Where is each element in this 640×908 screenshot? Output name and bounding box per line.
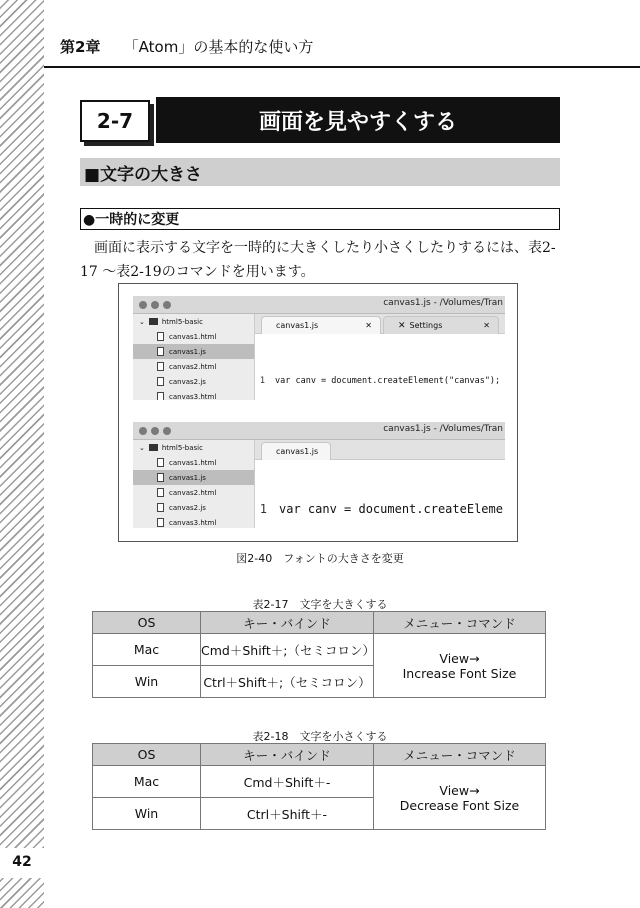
file-icon: [157, 518, 164, 527]
header-rule: [44, 66, 640, 68]
table-header: OS: [93, 612, 201, 634]
menu-command-cell: [374, 634, 546, 698]
table2: [92, 743, 546, 830]
folder-icon: [149, 318, 158, 325]
file-label: canvas2.js: [169, 377, 206, 386]
file-icon: [157, 362, 164, 371]
table-cell: Mac: [93, 634, 201, 666]
tab-bar: [255, 440, 505, 460]
chapter-label: 第2章: [60, 38, 101, 56]
body-paragraph: 画面に表示する文字を一時的に大きくしたり小さくしたりするには、表2-17 〜表2-19のコマンドを用います。: [80, 240, 556, 280]
menu-command-line2: Increase Font Size: [402, 665, 517, 681]
table-cell: Ctrl＋Shift＋;（セミコロン）: [201, 666, 374, 698]
table-header: メニュー・コマンド: [374, 612, 546, 634]
tab-canvas1-js: [261, 442, 331, 460]
chapter-title: 「Atom」の基本的な使い方: [123, 38, 314, 56]
folder-label: html5-basic: [161, 443, 203, 452]
subsection-heading: ■文字の大きさ: [80, 158, 560, 186]
window-titlebar: [133, 422, 505, 440]
tree-file: [133, 359, 254, 374]
file-icon: [157, 488, 164, 497]
tab-settings: [383, 316, 499, 334]
zoom-dot-icon: [163, 301, 171, 309]
minimize-dot-icon: [151, 301, 159, 309]
tree-file: [133, 389, 254, 400]
file-icon: [157, 458, 164, 467]
tree-folder: [133, 314, 254, 329]
tree-file: [133, 374, 254, 389]
close-dot-icon: [139, 427, 147, 435]
figure-caption: 図2-40 フォントの大きさを変更: [236, 552, 404, 565]
page-number: 42: [12, 854, 32, 870]
window-title: canvas1.js - /Volumes/Tran: [383, 424, 503, 434]
file-label: canvas2.html: [169, 362, 217, 371]
file-label: canvas1.html: [169, 458, 217, 467]
figure-screenshot: [118, 283, 518, 542]
line-number: 1: [259, 376, 265, 386]
minimize-dot-icon: [151, 427, 159, 435]
code-area: [255, 460, 505, 528]
file-icon: [157, 503, 164, 512]
code-text: var canv = document.createEleme: [279, 502, 503, 516]
table1-caption: 表2-17 文字を大きくする: [252, 598, 388, 611]
line-number: 1: [259, 502, 267, 516]
file-label: canvas1.js: [169, 347, 206, 356]
tab-label: canvas1.js: [276, 321, 319, 330]
file-label: canvas2.html: [169, 488, 217, 497]
close-icon: ✕: [365, 321, 372, 330]
table-row: [93, 766, 546, 798]
tree-view: [133, 440, 255, 528]
chevron-down-icon: ⌄: [139, 443, 145, 452]
close-dot-icon: [139, 301, 147, 309]
tree-folder: [133, 440, 254, 455]
section-number: 2-7: [80, 100, 150, 142]
tree-file: [133, 329, 254, 344]
folder-icon: [149, 444, 158, 451]
table-cell: Cmd＋Shift＋;（セミコロン）: [201, 634, 374, 666]
section-title: 画面を見やすくする: [156, 97, 560, 143]
editor-pane: [255, 314, 505, 400]
folder-label: html5-basic: [161, 317, 203, 326]
zoom-dot-icon: [163, 427, 171, 435]
table-cell: Mac: [93, 766, 201, 798]
menu-command-line1: View→: [439, 650, 480, 666]
tree-file: [133, 500, 254, 515]
file-icon: [157, 347, 164, 356]
table-header: OS: [93, 744, 201, 766]
table-row: [93, 634, 546, 666]
table1: [92, 611, 546, 698]
tab-canvas1-js: [261, 316, 381, 334]
editor-window-large-font: [133, 422, 505, 528]
code-line: [255, 502, 505, 519]
code-text: var canv = document.createElement("canvas");: [275, 376, 501, 386]
table-header-row: [93, 612, 546, 634]
tree-file: [133, 455, 254, 470]
code-line: [255, 376, 505, 389]
tree-file-selected: [133, 470, 254, 485]
table-header: キー・バインド: [201, 744, 374, 766]
file-icon: [157, 473, 164, 482]
tab-bar: [255, 314, 505, 334]
tree-file: [133, 485, 254, 500]
tab-label: canvas1.js: [276, 447, 319, 456]
menu-command-line2: Decrease Font Size: [399, 797, 520, 813]
tree-file: [133, 515, 254, 528]
wrench-icon: ✕: [398, 320, 406, 331]
file-icon: [157, 332, 164, 341]
editor-pane: [255, 440, 505, 528]
tab-label: Settings: [409, 321, 443, 330]
table-cell: Cmd＋Shift＋-: [201, 766, 374, 798]
table2-caption: 表2-18 文字を小さくする: [252, 730, 388, 743]
close-icon: ✕: [483, 321, 490, 330]
code-area: [255, 334, 505, 400]
menu-command-cell: [374, 766, 546, 830]
file-icon: [157, 392, 164, 400]
file-label: canvas2.js: [169, 503, 206, 512]
table-cell: Win: [93, 798, 201, 830]
file-icon: [157, 377, 164, 386]
running-header: [60, 36, 313, 57]
editor-window-small-font: [133, 296, 505, 400]
window-title: canvas1.js - /Volumes/Tran: [383, 298, 503, 308]
subsubsection-heading: ●一時的に変更: [80, 208, 560, 230]
table-header: キー・バインド: [201, 612, 374, 634]
file-label: canvas3.html: [169, 518, 217, 527]
menu-command-line1: View→: [439, 782, 480, 798]
chevron-down-icon: ⌄: [139, 317, 145, 326]
table-header-row: [93, 744, 546, 766]
tree-file-selected: [133, 344, 254, 359]
margin-hatch: [0, 0, 44, 908]
tree-view: [133, 314, 255, 400]
window-titlebar: [133, 296, 505, 314]
table-header: メニュー・コマンド: [374, 744, 546, 766]
file-label: canvas1.js: [169, 473, 206, 482]
file-label: canvas3.html: [169, 392, 217, 400]
table-cell: Win: [93, 666, 201, 698]
table-cell: Ctrl＋Shift＋-: [201, 798, 374, 830]
file-label: canvas1.html: [169, 332, 217, 341]
